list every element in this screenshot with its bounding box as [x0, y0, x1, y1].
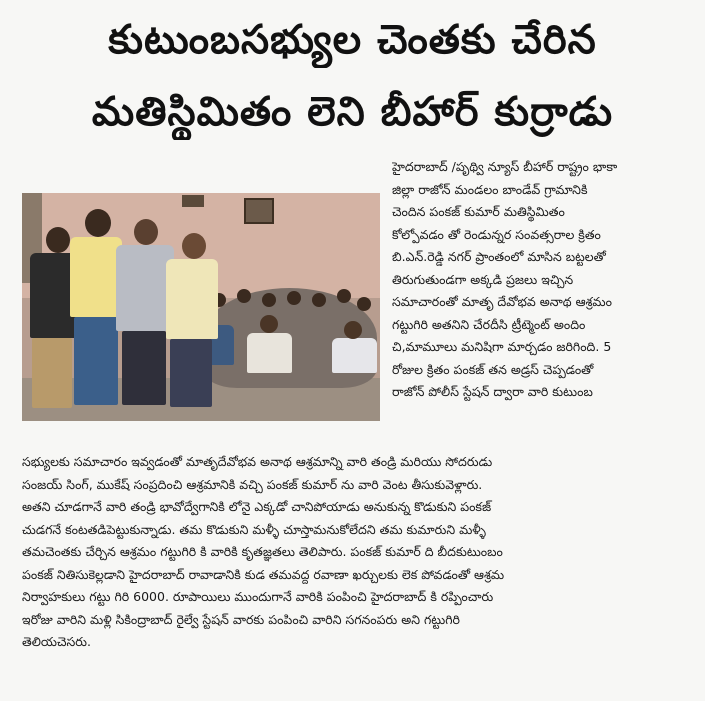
standing-man-3-trousers	[122, 331, 166, 405]
standing-man-4-trousers	[170, 339, 212, 407]
crowd-head	[262, 293, 276, 307]
article-line: చుడగనే కంటతడిపెట్టుకున్నాడు. తమ కొడుకుని మళ్ళీ చూస్తామనుకోలేదని తమ కుమారుని మళ్ళీ	[22, 521, 486, 537]
article-line: ఇరోజు వారిని మళ్లి సికింద్రాబాద్ రైల్వే స్టేషన్ వారకు పంపించి వారిని సగనంపరు అని గట్టుగిరి	[22, 611, 460, 627]
article-line: చి,మామూలు మనిషిగా మార్చడం జరిగింది. 5	[392, 339, 612, 354]
photo-wall-clock	[182, 195, 204, 207]
standing-man-2-head	[85, 209, 111, 237]
standing-man-2-shirt	[70, 237, 122, 317]
crowd-head	[237, 289, 251, 303]
article-line: రోజుల క్రితం పంకజ్ తన అడ్రస్ చెప్పడంతో	[392, 361, 594, 377]
article-line: రాజోన్ పోలీస్ స్టేషన్ ద్వారా వారి కుటుంబ	[392, 384, 593, 399]
article-line: గట్టుగిరి అతనిని చేరదీసి ట్రీట్మెంట్ అందిం	[392, 316, 586, 332]
seated-man-head	[260, 315, 278, 333]
article-line: పంకజ్ నితిసుకెల్లడాని హైదరాబాద్ రావాడానికి కుడ తమవద్ద రవాణా ఖర్చులకు లెక పోవడంతో ఆశ్రమ	[22, 566, 505, 582]
article-line: నిర్వాహకులు గట్టు గిరి 6000. రూపాయిలు ముందుగానే వారికి పంపించి హైదరాబాద్ కి రప్పించారు	[22, 589, 494, 604]
article-line: కోల్పోవడం తో రెండున్నర సంవత్సరాల క్రితం	[392, 226, 601, 242]
article-line: తిరుగుతుండగా అక్కడి ప్రజలు ఇచ్చిన	[392, 271, 574, 287]
article-line: సభ్యులకు సమాచారం ఇవ్వడంతో మాతృదేవోభవ అనాథ ఆశ్రమాన్ని వారి తండ్రి మరియు సోదరుడు	[22, 454, 493, 469]
article-line: సమాచారంతో మాతృ దేవోభవ అనాథ ఆశ్రమం	[392, 294, 612, 309]
standing-man-3-head	[134, 219, 158, 245]
seated-man	[247, 333, 292, 373]
crowd-head	[337, 289, 351, 303]
article-line: జిల్లా రాజోన్ మండలం బాండేవ్ గ్రామానికి	[392, 181, 588, 197]
crowd-head	[312, 293, 326, 307]
article-line: తెలియచెసరు.	[22, 634, 91, 649]
standing-man-4-head	[182, 233, 206, 259]
article-line: చెందిన పంకజ్ కుమార్ మతిస్థిమితం	[392, 204, 565, 219]
article-line: అతని చూడగానే వారి తండ్రి భావోద్వేగానికి లోనై ఎక్కడో చానిపోయాడు అనుకున్న కొడుకుని పంకజ్	[22, 499, 492, 514]
seated-man-right	[332, 338, 377, 373]
standing-man-1-trousers	[32, 338, 72, 408]
headline-line-1: కుటుంబసభ్యుల చెంతకు చేరిన	[108, 17, 597, 63]
article-line: సంజయ్ సింగ్, ముకేష్ సంప్రదించి ఆశ్రమానికి వచ్చి పంకజ్ కుమార్ ను వారి వెంట తీసుకువెళ్లారు.	[22, 476, 483, 492]
headline-line-2: మతిస్థిమితం లెని బీహార్ కుర్రాడు	[91, 89, 614, 135]
photo-wall-frame	[244, 198, 274, 224]
news-photo	[22, 193, 380, 421]
seated-man-right-head	[344, 321, 362, 339]
article-line: తమచెంతకు చేర్చిన ఆశ్రమం గట్టుగిరి కి వారికి కృతజ్ఞతలు తెలిపారు. పంకజ్ కుమార్ ది బీదకుటుంబం	[22, 544, 503, 559]
article-column	[392, 156, 697, 404]
article-line: హైదరాబాద్ /పృథ్వి న్యూస్ బీహార్ రాష్ట్రం భాకా	[392, 159, 618, 174]
article-line: బి.ఎన్.రెడ్డి నగర్ ప్రాంతంలో మాసిన బట్టలతో	[392, 249, 606, 264]
standing-man-2-jeans	[74, 317, 118, 405]
crowd-head	[357, 297, 371, 311]
crowd-head	[287, 291, 301, 305]
standing-man-4-shirt	[166, 259, 218, 339]
article-body	[22, 451, 702, 654]
standing-man-1-head	[46, 227, 70, 253]
